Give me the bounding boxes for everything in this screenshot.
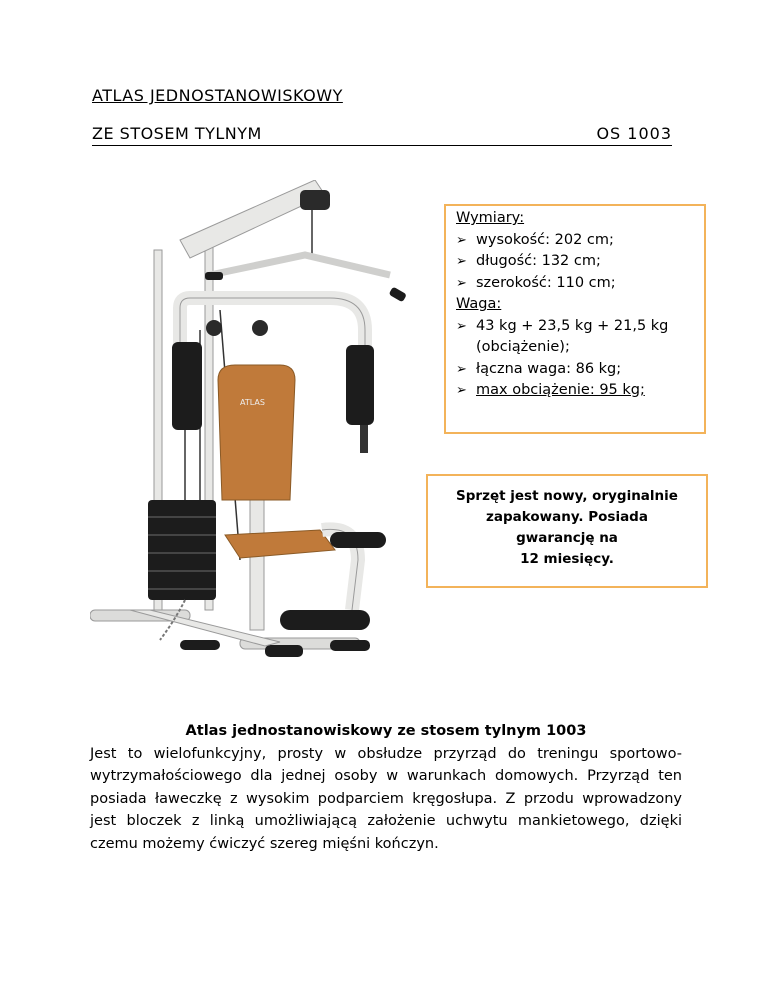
weight-heading: Waga: [456,296,502,312]
note-line: 12 miesięcy. [520,551,614,567]
arrow-bullet-icon: ➢ [456,361,467,377]
note-line: zapakowany. Posiada [486,509,648,525]
description-title: Atlas jednostanowiskowy ze stosem tylnym 1003 [185,723,587,739]
description-text: Jest to wielofunkcyjny, prosty w obsłudze przyrząd do treningu sportowo-wytrzymałościowego dla jednej osoby w warunkach domowych. Przyrząd ten posiada ławeczkę z wysokim podparciem kręgosłupa. Z przodu wprowadzony jest bloczek z linką umożliwiającą założenie uchwytu mankietowego, dzięki czemu możemy ćwiczyć szereg mięśni kończyn. [90,745,682,852]
arrow-bullet-icon: ➢ [456,383,467,398]
model-code: OS 1003 [596,124,672,143]
description-section [90,720,682,855]
specifications-box [444,204,706,434]
note-line: Sprzęt jest nowy, oryginalnie [456,488,678,504]
svg-text:ATLAS: ATLAS [240,398,265,407]
dimensions-heading: Wymiary: [456,210,525,226]
spec-height: ➢ wysokość: 202 cm; [456,230,696,252]
home-gym-image [90,180,450,685]
warranty-note-box [426,474,708,588]
spec-weights: ➢ 43 kg + 23,5 kg + 21,5 kg (obciążenie); [456,317,669,355]
arrow-bullet-icon: ➢ [456,254,467,269]
document-subtitle: ZE STOSEM TYLNYM [92,124,262,143]
document-title: ATLAS JEDNOSTANOWISKOWY [92,86,343,105]
spec-length: ➢ długość: 132 cm; [456,251,696,273]
arrow-bullet-icon: ➢ [456,318,467,334]
spec-max-load: ➢ max obciążenie: 95 kg; [456,380,696,402]
spec-width: ➢ szerokość: 110 cm; [456,273,696,295]
arrow-bullet-icon: ➢ [456,232,467,248]
title-underline [92,145,672,146]
arrow-bullet-icon: ➢ [456,275,467,291]
spec-total-weight: ➢ łączna waga: 86 kg; [456,359,696,381]
note-line: gwarancję na [516,530,618,546]
subtitle-row [92,124,672,148]
